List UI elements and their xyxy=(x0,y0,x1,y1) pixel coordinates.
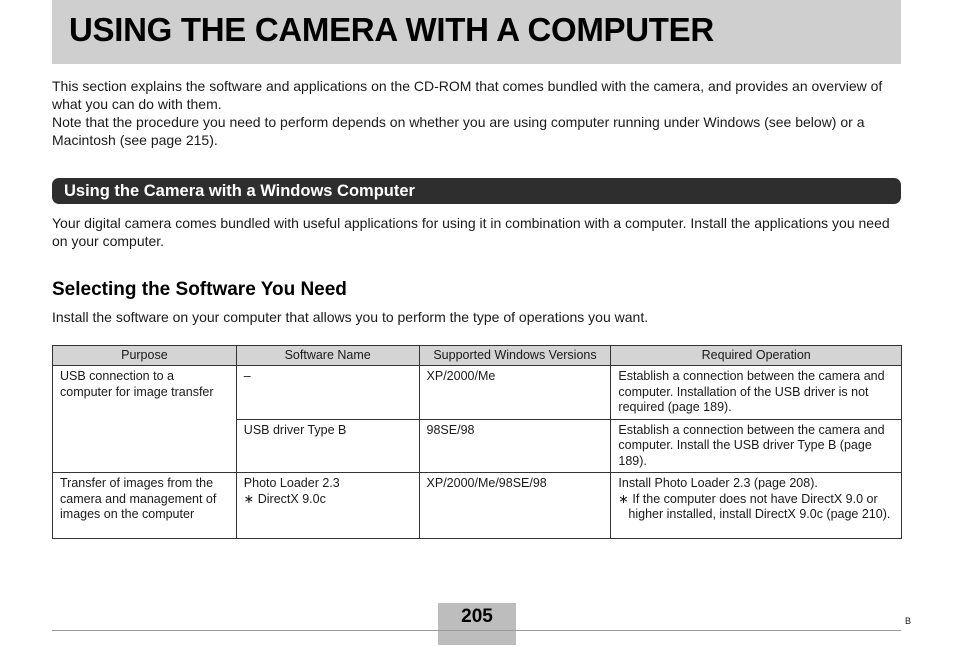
intro-text xyxy=(52,77,904,149)
software-note: ∗ DirectX 9.0c xyxy=(243,491,326,506)
section-heading: Using the Camera with a Windows Computer xyxy=(64,182,415,200)
language-code: B xyxy=(905,616,912,626)
cell-software: – xyxy=(236,366,419,420)
page-number-tab xyxy=(438,631,516,645)
section-heading-bar xyxy=(52,178,901,204)
table-header-row xyxy=(53,346,902,366)
title-bar xyxy=(52,0,901,64)
subsection-paragraph: Install the software on your computer that allows you to perform the type of operations you want. xyxy=(52,309,649,325)
table-row xyxy=(53,366,902,420)
cell-versions: 98SE/98 xyxy=(419,419,611,473)
cell-versions: XP/2000/Me xyxy=(419,366,611,420)
cell-operation: Establish a connection between the camera and computer. Install the USB driver Type B (page 189). xyxy=(611,419,902,473)
software-table xyxy=(52,345,902,539)
intro-paragraph-1: This section explains the software and applications on the CD-ROM that comes bundled with the camera, and provides an overview of what you can do with them. xyxy=(52,78,883,112)
section-paragraph: Your digital camera comes bundled with useful applications for using it in combination with a computer. Install the applications you need on your computer. xyxy=(52,215,890,249)
header-required-operation: Required Operation xyxy=(611,346,902,366)
software-name: Photo Loader 2.3 xyxy=(243,476,340,490)
cell-operation: Establish a connection between the camera and computer. Installation of the USB driver is not required (page 189). xyxy=(611,366,902,420)
header-purpose: Purpose xyxy=(53,346,237,366)
cell-versions: XP/2000/Me/98SE/98 xyxy=(419,473,611,539)
operation-text: Install Photo Loader 2.3 (page 208). xyxy=(618,476,818,490)
operation-note: ∗ If the computer does not have DirectX 9.0 or higher installed, install DirectX 9.0c (page 210). xyxy=(618,491,891,521)
cell-operation xyxy=(611,473,902,539)
intro-paragraph-2: Note that the procedure you need to perform depends on whether you are using computer running under Windows (see below) or a Macintosh (see page 215). xyxy=(52,114,865,148)
cell-purpose: USB connection to a computer for image transfer xyxy=(53,366,237,473)
cell-purpose: Transfer of images from the camera and management of images on the computer xyxy=(53,473,237,539)
cell-software: USB driver Type B xyxy=(236,419,419,473)
subsection-heading: Selecting the Software You Need xyxy=(52,279,347,300)
page-number: 205 xyxy=(438,603,516,630)
cell-software xyxy=(236,473,419,539)
page-title: USING THE CAMERA WITH A COMPUTER xyxy=(69,11,714,48)
header-software-name: Software Name xyxy=(236,346,419,366)
table-row xyxy=(53,473,902,539)
header-supported-versions: Supported Windows Versions xyxy=(419,346,611,366)
